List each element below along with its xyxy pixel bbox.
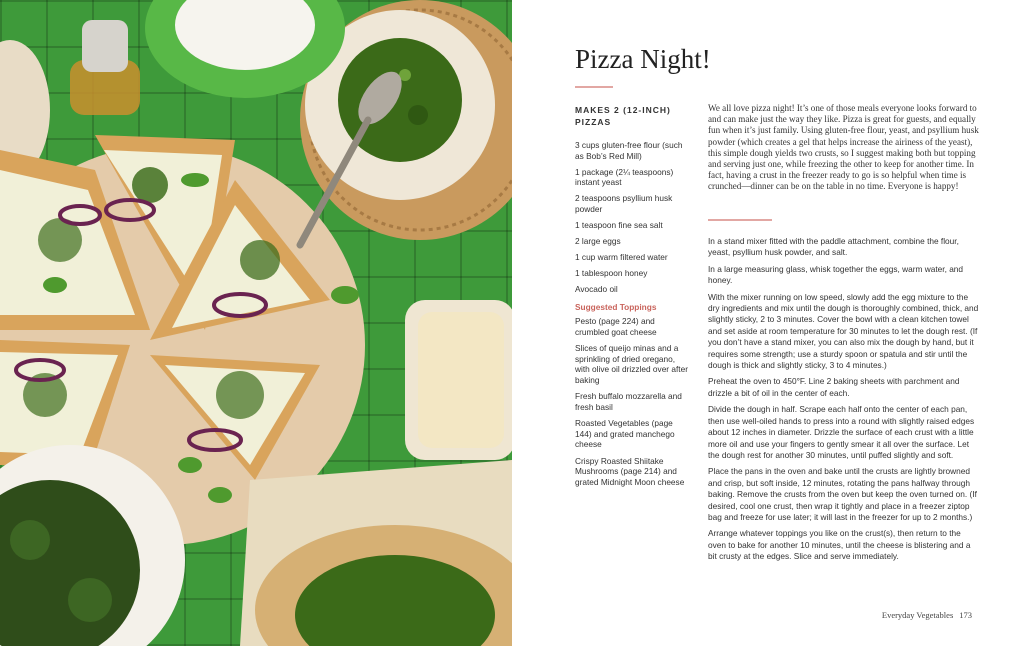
topping-item: Crispy Roasted Shiitake Mushrooms (page 214) and grated Midnight Moon cheese [575, 455, 685, 487]
method-step: In a large measuring glass, whisk together the eggs, warm water, and honey. [708, 263, 964, 286]
method-step: Place the pans in the oven and bake until the crusts are lightly browned and crisp, but soft inside, 12 minutes, rotating the pans halfway through baking. Remove the crusts from the oven but keep the oven turned on. (If desired, cool one crust, then wrap it tightly and place in a freezer ziptop bag and freeze for use later; it will last in the freezer for up to 2 months.) [708, 466, 977, 522]
method-step: Arrange whatever toppings you like on the crust(s), then return to the oven to bake for another 10 minutes, until the cheese is blistering and a bit crusty at the edges. Slice and serve immediately. [708, 528, 971, 562]
ingredient-item: 2 teaspoons psyllium husk powder [575, 193, 673, 214]
topping-item: Roasted Vegetables (page 144) and grated manchego cheese [575, 418, 675, 449]
yield-label: MAKES 2 (12-INCH) PIZZAS [575, 105, 671, 127]
topping-item: Slices of queijo minas and a sprinkling of dried oregano, with olive oil drizzled over after baking [575, 343, 688, 385]
footer-section: Everyday Vegetables [881, 610, 954, 620]
page-number: 173 [959, 610, 972, 620]
recipe-page [512, 0, 1024, 646]
topping-item: Pesto (page 224) and crumbled goat cheese [575, 316, 657, 337]
ingredient-list [575, 140, 689, 300]
title-divider [575, 86, 613, 88]
toppings-heading: Suggested Toppings [575, 302, 657, 312]
ingredient-item: 2 large eggs [575, 235, 621, 246]
ingredient-item: 1 teaspoon fine sea salt [575, 219, 663, 230]
method-step: Preheat the oven to 450°F. Line 2 baking sheets with parchment and drizzle a bit of oil in the center of each. [708, 376, 960, 398]
section-divider [708, 219, 772, 221]
method-step: With the mixer running on low speed, slowly add the egg mixture to the dry ingredients and mix until the dough is thoroughly combined, thick, and slightly sticky, 2 to 3 minutes. Cover the bowl with a clean kitchen towel and set aside at room temperature for 30 minutes to let the dough rest. (If you don’t have a stand mixer, you can also mix the dough by hand, but it requires some strength; use a sturdy spoon or spatula and stir until the dough is thick and slightly sticky, 3 to 4 minutes.) [708, 291, 979, 371]
method-steps [708, 236, 980, 568]
ingredient-item: 1 package (2¼ teaspoons) instant yeast [575, 166, 674, 187]
oil-cruet [70, 20, 140, 115]
shredded-cheese-bowl [405, 300, 512, 460]
ingredient-item: Avocado oil [575, 283, 618, 294]
method-step: Divide the dough in half. Scrape each half onto the center of each pan, then use well-oiled hands to press into a round with slightly raised edges about 12 inches in diameter. Drizzle the surface of each crust with a little more oil and use your fingers to gently smear it all over the surface. Let the dough rest for another 30 minutes, until puffed slightly and soft. [708, 404, 975, 460]
pesto-crust [240, 460, 512, 646]
method-step: In a stand mixer fitted with the paddle attachment, combine the flour, yeast, psyllium husk powder, and salt. [708, 236, 959, 258]
ingredient-item: 1 tablespoon honey [575, 267, 648, 278]
intro-paragraph: We all love pizza night! It’s one of those meals everyone looks forward to and can make just the way they like. Pizza is great for guests, and equally fun when it’s just family. Using gluten-free flour, yeast, and psyllium husk powder (which creates a gel that helps increase the airiness of the yeast), this simple dough yields two crusts, so I suggest making both but topping and serving just one, while freezing the other to keep for another time. In fact, having a crust in the freezer ready to go is so helpful when time is crunched—dinner can be on the table in no time. Everyone is happy! [708, 103, 979, 192]
ingredient-item: 1 cup warm filtered water [575, 251, 668, 262]
ingredient-item: 3 cups gluten-free flour (such as Bob’s Red Mill) [575, 140, 683, 161]
page-footer [882, 610, 972, 620]
page-title: Pizza Night! [575, 44, 711, 74]
topping-item: Fresh buffalo mozzarella and fresh basil [575, 391, 682, 412]
toppings-list [575, 316, 691, 493]
